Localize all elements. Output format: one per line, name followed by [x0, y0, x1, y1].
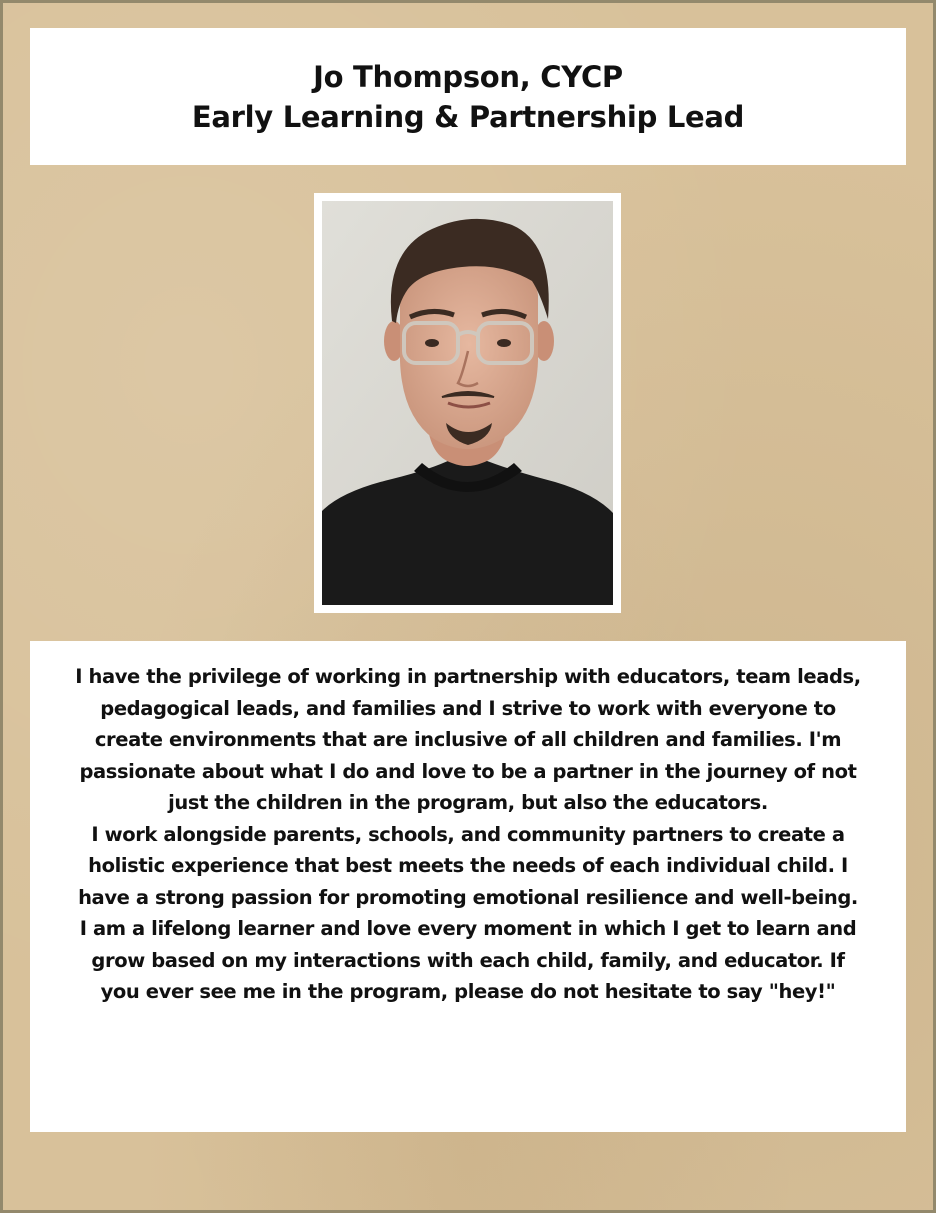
title-banner: [30, 28, 906, 165]
bio-paragraph-2: I work alongside parents, schools, and community partners to create a holistic experience that best meets the needs of each individual child. I have a strong passion for promoting emotional resilience and well-being.: [78, 822, 858, 909]
bio-paragraph-1: I have the privilege of working in partnership with educators, team leads, pedagogical leads, and families and I strive to work with everyone to create environments that are inclusive of all children and families. I'm passionate about what I do and love to be a partner in the journey of not just the children in the program, but also the educators.: [75, 665, 861, 814]
portrait-photo: [322, 201, 613, 605]
bio-section: [30, 641, 906, 1132]
staff-name: Jo Thompson, CYCP: [313, 59, 623, 94]
staff-role: Early Learning & Partnership Lead: [191, 99, 745, 134]
photo-frame: [314, 193, 621, 613]
bio-paragraph-3: I am a lifelong learner and love every moment in which I get to learn and grow based on my interactions with each child, family, and educator. If you ever see me in the program, please do not hesitate to say "hey!": [79, 917, 857, 1003]
face: [400, 259, 538, 449]
